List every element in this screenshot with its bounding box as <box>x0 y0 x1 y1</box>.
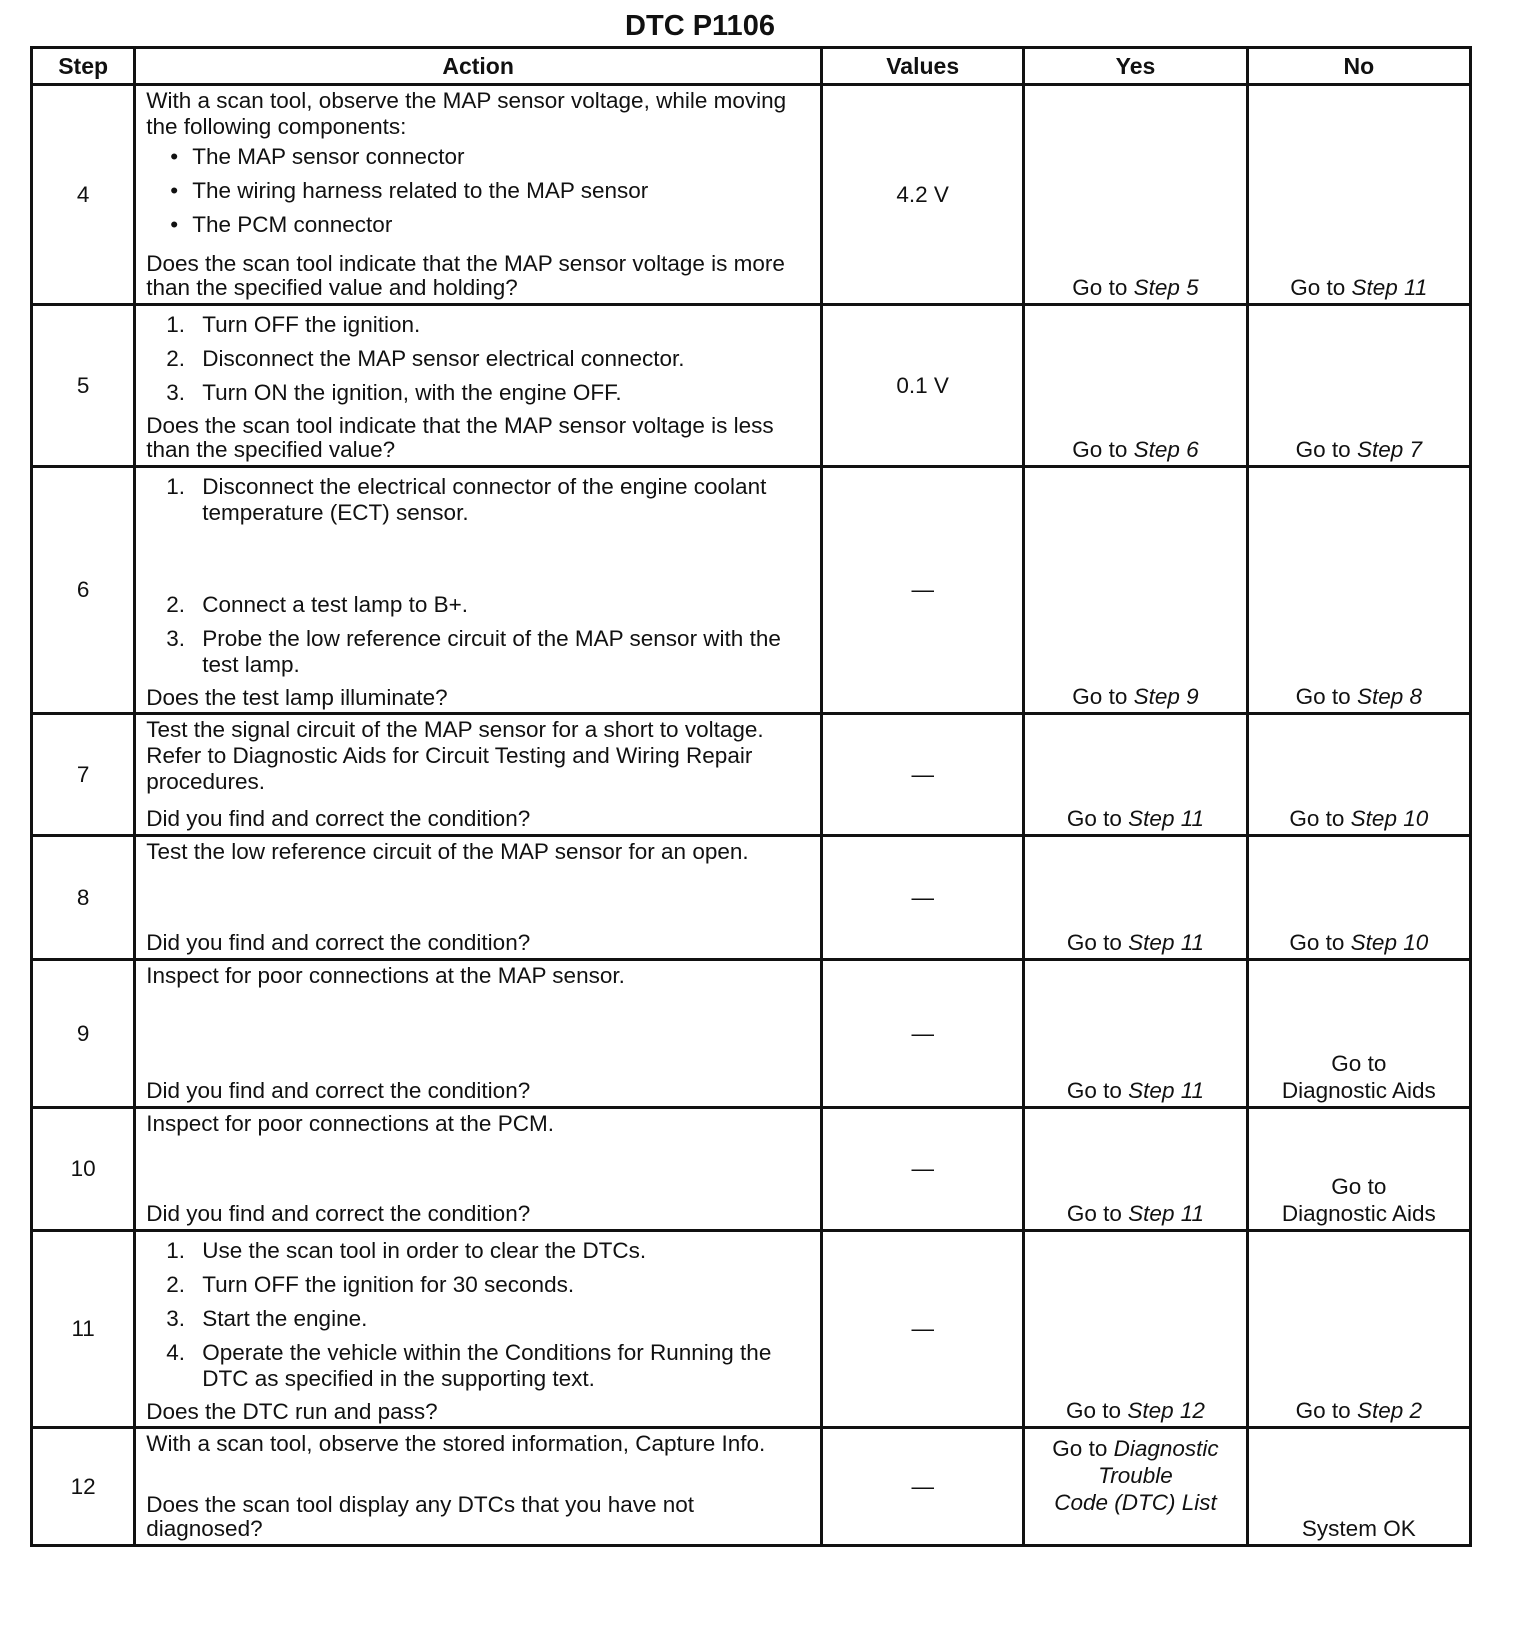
procedure-list <box>146 312 810 406</box>
action-cell <box>135 714 822 836</box>
go-to-label: Go to <box>1295 1398 1351 1423</box>
diagnostic-aids-link[interactable]: Diagnostic Aids <box>1281 1078 1436 1103</box>
step-number: 7 <box>32 714 135 836</box>
list-item <box>146 1238 810 1264</box>
no-cell <box>1247 467 1470 714</box>
value-cell: — <box>822 714 1024 836</box>
procedure-list <box>146 1238 810 1392</box>
action-content <box>146 963 810 1103</box>
action-instructions <box>146 963 810 989</box>
step-number: 6 <box>32 467 135 714</box>
action-content <box>146 717 810 831</box>
list-number: 2. <box>166 1272 185 1297</box>
value-cell: 4.2 V <box>822 85 1024 305</box>
yes-step-link[interactable]: Step 9 <box>1133 684 1199 709</box>
action-question: Did you find and correct the condition? <box>146 1078 531 1103</box>
diagnostic-aids-link[interactable]: Diagnostic Aids <box>1281 1201 1436 1226</box>
table-row <box>32 960 1471 1108</box>
page-title: DTC P1106 <box>625 10 775 42</box>
table-row <box>32 305 1471 467</box>
list-text: Use the scan tool in order to clear the DTCs. <box>202 1238 647 1263</box>
yes-cell <box>1024 305 1247 467</box>
system-ok-text: System OK <box>1301 1516 1416 1541</box>
action-cell <box>135 836 822 960</box>
no-step-link[interactable]: Step 10 <box>1350 806 1429 831</box>
list-item <box>146 474 810 526</box>
no-step-link[interactable]: Step 8 <box>1356 684 1422 709</box>
step-number: 8 <box>32 836 135 960</box>
go-to-label: Go to <box>1072 275 1128 300</box>
table-row <box>32 85 1471 305</box>
action-cell <box>135 1428 822 1546</box>
list-text: Start the engine. <box>202 1306 368 1331</box>
diagnostic-table <box>30 46 1472 1547</box>
action-question: Did you find and correct the condition? <box>146 1201 531 1226</box>
action-content <box>146 839 810 955</box>
list-text: Turn ON the ignition, with the engine OFF. <box>202 380 622 405</box>
yes-step-link[interactable]: Step 11 <box>1128 806 1205 831</box>
header-action: Action <box>135 48 822 85</box>
yes-cell <box>1024 1428 1247 1546</box>
action-instructions <box>146 308 810 414</box>
yes-cell <box>1024 467 1247 714</box>
action-content <box>146 308 810 462</box>
list-item <box>146 312 810 338</box>
list-number: 4. <box>166 1340 185 1365</box>
no-cell <box>1247 836 1470 960</box>
yes-step-link[interactable]: Step 5 <box>1133 275 1199 300</box>
list-item <box>146 626 810 678</box>
list-text: Disconnect the MAP sensor electrical connector. <box>202 346 685 371</box>
value-cell: — <box>822 467 1024 714</box>
action-instructions <box>146 1234 810 1400</box>
yes-cell <box>1024 1231 1247 1428</box>
list-item <box>146 1272 810 1298</box>
value-cell: — <box>822 1231 1024 1428</box>
no-cell <box>1247 305 1470 467</box>
list-text: Probe the low reference circuit of the MAP sensor with the test lamp. <box>202 626 781 677</box>
list-number: 3. <box>166 626 185 651</box>
value-cell: — <box>822 836 1024 960</box>
action-instructions <box>146 470 810 686</box>
value-cell: — <box>822 1108 1024 1231</box>
go-to-label: Go to <box>1331 1051 1387 1076</box>
yes-step-link[interactable]: Step 11 <box>1128 930 1205 955</box>
header-step: Step <box>32 48 135 85</box>
list-number: 1. <box>166 1238 185 1263</box>
list-item <box>146 346 810 372</box>
step-number: 4 <box>32 85 135 305</box>
action-text: Inspect for poor connections at the MAP sensor. <box>146 963 625 988</box>
table-row <box>32 714 1471 836</box>
table-row <box>32 1428 1471 1546</box>
yes-cell <box>1024 714 1247 836</box>
list-item <box>146 380 810 406</box>
no-cell <box>1247 85 1470 305</box>
step-number: 10 <box>32 1108 135 1231</box>
list-text: Turn OFF the ignition. <box>202 312 421 337</box>
list-number: 1. <box>166 474 185 499</box>
action-cell <box>135 1231 822 1428</box>
yes-cell <box>1024 85 1247 305</box>
action-content <box>146 88 810 300</box>
list-text: Disconnect the electrical connector of the engine coolant temperature (ECT) sensor. <box>202 474 767 525</box>
go-to-label: Go to <box>1066 1201 1122 1226</box>
action-content <box>146 1234 810 1424</box>
action-instructions <box>146 1111 810 1137</box>
yes-cell <box>1024 836 1247 960</box>
action-text: With a scan tool, observe the MAP sensor voltage, while moving the following components: <box>146 88 787 139</box>
list-text: Operate the vehicle within the Conditions for Running the DTC as specified in the supporting text. <box>202 1340 772 1391</box>
procedure-list <box>146 474 810 678</box>
list-item: • The PCM connector <box>146 212 810 238</box>
yes-step-link[interactable]: Step 12 <box>1127 1398 1205 1423</box>
step-number: 12 <box>32 1428 135 1546</box>
action-instructions <box>146 839 810 865</box>
list-item: • The MAP sensor connector <box>146 144 810 170</box>
go-to-label: Go to <box>1072 437 1128 462</box>
no-cell <box>1247 1428 1470 1546</box>
yes-step-link[interactable]: Step 11 <box>1128 1201 1205 1226</box>
action-cell <box>135 467 822 714</box>
go-to-label: Go to <box>1290 275 1346 300</box>
no-cell <box>1247 714 1470 836</box>
value-cell: 0.1 V <box>822 305 1024 467</box>
yes-cell <box>1024 1108 1247 1231</box>
table-header-row <box>32 48 1471 85</box>
action-question: Does the scan tool display any DTCs that you have not diagnosed? <box>146 1492 695 1541</box>
action-question: Does the test lamp illuminate? <box>146 685 448 710</box>
yes-cell <box>1024 960 1247 1108</box>
value-cell: — <box>822 1428 1024 1546</box>
table-row <box>32 1108 1471 1231</box>
go-to-label: Go to <box>1331 1174 1387 1199</box>
no-cell <box>1247 960 1470 1108</box>
action-question: Does the scan tool indicate that the MAP sensor voltage is less than the specified value? <box>146 413 774 462</box>
step-number: 11 <box>32 1231 135 1428</box>
go-to-label: Go to <box>1066 1398 1122 1423</box>
no-step-link[interactable]: Step 11 <box>1351 275 1428 300</box>
go-to-label: Go to <box>1052 1436 1108 1461</box>
action-cell <box>135 85 822 305</box>
dtc-list-link[interactable]: Diagnostic <box>1113 1436 1219 1461</box>
table-row <box>32 836 1471 960</box>
action-cell <box>135 305 822 467</box>
no-step-link[interactable]: Step 2 <box>1356 1398 1422 1423</box>
dtc-list-link[interactable]: Code (DTC) List <box>1054 1490 1217 1515</box>
value-cell: — <box>822 960 1024 1108</box>
list-item <box>146 592 810 618</box>
go-to-label: Go to <box>1289 930 1345 955</box>
action-question: Does the scan tool indicate that the MAP sensor voltage is more than the specified value and holding? <box>146 251 785 300</box>
action-content <box>146 1431 810 1541</box>
go-to-label: Go to <box>1066 930 1122 955</box>
action-text: With a scan tool, observe the stored information, Capture Info. <box>146 1431 766 1456</box>
action-instructions <box>146 88 810 246</box>
no-cell <box>1247 1231 1470 1428</box>
action-question: Does the DTC run and pass? <box>146 1399 438 1424</box>
action-question: Did you find and correct the condition? <box>146 806 531 831</box>
action-text: Inspect for poor connections at the PCM. <box>146 1111 554 1136</box>
go-to-label: Go to <box>1295 437 1351 462</box>
list-text: Connect a test lamp to B+. <box>202 592 469 617</box>
table-row <box>32 1231 1471 1428</box>
action-content <box>146 1111 810 1226</box>
no-step-link[interactable]: Step 7 <box>1356 437 1422 462</box>
action-question: Did you find and correct the condition? <box>146 930 531 955</box>
yes-step-link[interactable]: Step 6 <box>1133 437 1199 462</box>
go-to-label: Go to <box>1072 684 1128 709</box>
action-cell <box>135 1108 822 1231</box>
list-number: 2. <box>166 592 185 617</box>
action-content <box>146 470 810 710</box>
list-item <box>146 1306 810 1332</box>
header-values: Values <box>822 48 1024 85</box>
action-text: Test the low reference circuit of the MAP sensor for an open. <box>146 839 749 864</box>
action-instructions <box>146 717 810 795</box>
list-number: 2. <box>166 346 185 371</box>
go-to-label: Go to <box>1066 1078 1122 1103</box>
action-text: Test the signal circuit of the MAP sensor for a short to voltage. Refer to Diagnostic Aids for Circuit Testing and Wiring Repair procedures. <box>146 717 764 794</box>
list-number: 3. <box>166 1306 185 1331</box>
list-item <box>146 1340 810 1392</box>
component-list <box>146 144 810 238</box>
step-number: 9 <box>32 960 135 1108</box>
no-step-link[interactable]: Step 10 <box>1350 930 1429 955</box>
list-number: 3. <box>166 380 185 405</box>
no-cell <box>1247 1108 1470 1231</box>
action-cell <box>135 960 822 1108</box>
table-row <box>32 467 1471 714</box>
go-to-label: Go to <box>1066 806 1122 831</box>
go-to-label: Go to <box>1289 806 1345 831</box>
header-yes: Yes <box>1024 48 1247 85</box>
action-instructions <box>146 1431 810 1457</box>
list-item: • The wiring harness related to the MAP sensor <box>146 178 810 204</box>
dtc-list-link[interactable]: Trouble <box>1098 1463 1173 1488</box>
list-text: Turn OFF the ignition for 30 seconds. <box>202 1272 575 1297</box>
yes-step-link[interactable]: Step 11 <box>1128 1078 1205 1103</box>
header-no: No <box>1247 48 1470 85</box>
step-number: 5 <box>32 305 135 467</box>
list-number: 1. <box>166 312 185 337</box>
go-to-label: Go to <box>1295 684 1351 709</box>
